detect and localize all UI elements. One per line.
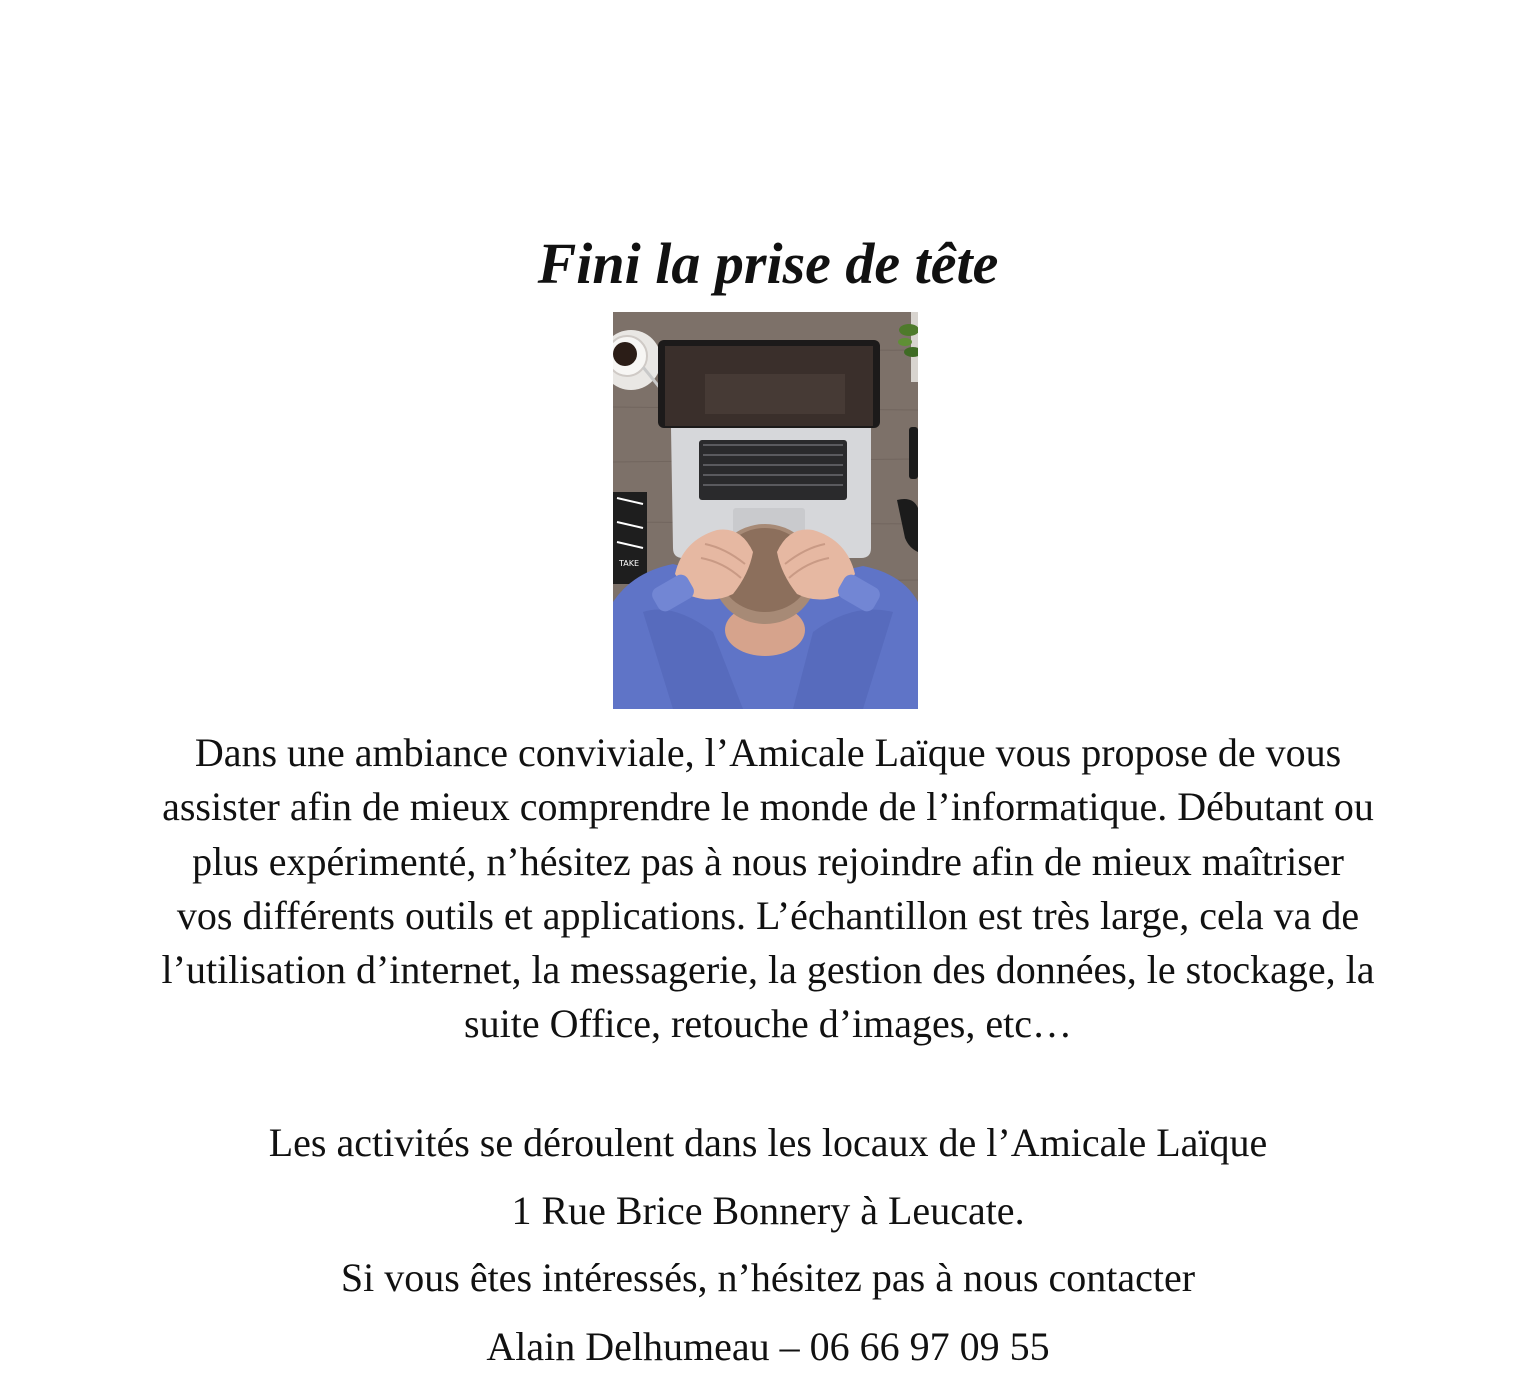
svg-text:TAKE: TAKE bbox=[619, 559, 640, 568]
clapperboard-icon bbox=[613, 492, 647, 584]
phone-icon bbox=[909, 427, 918, 479]
contact-invite-line: Si vous êtes intéressés, n’hésitez pas à nous contacter bbox=[340, 1255, 1196, 1300]
flyer-title: Fini la prise de tête bbox=[537, 231, 999, 296]
address-line: 1 Rue Brice Bonnery à Leucate. bbox=[511, 1188, 1025, 1233]
laptop-stress-photo bbox=[613, 312, 918, 709]
contact-name-phone: Alain Delhumeau – 06 66 97 09 55 bbox=[486, 1324, 1050, 1369]
description-paragraph: Dans une ambiance conviviale, l’Amicale Laïque vous propose de vous assister afin de mieux comprendre le monde de l’informatique. Débutant ou plus expérimenté, n’hésitez pas à nous rejoindre afin de mieux maîtriser vos différents outils et applications. L’échantillon est très large, cela va de l’utilisation d’internet, la messagerie, la gestion des données, le stockage, la suite Office, retouche d’images, etc… bbox=[161, 730, 1375, 1047]
location-line: Les activités se déroulent dans les locaux de l’Amicale Laïque bbox=[268, 1120, 1268, 1165]
